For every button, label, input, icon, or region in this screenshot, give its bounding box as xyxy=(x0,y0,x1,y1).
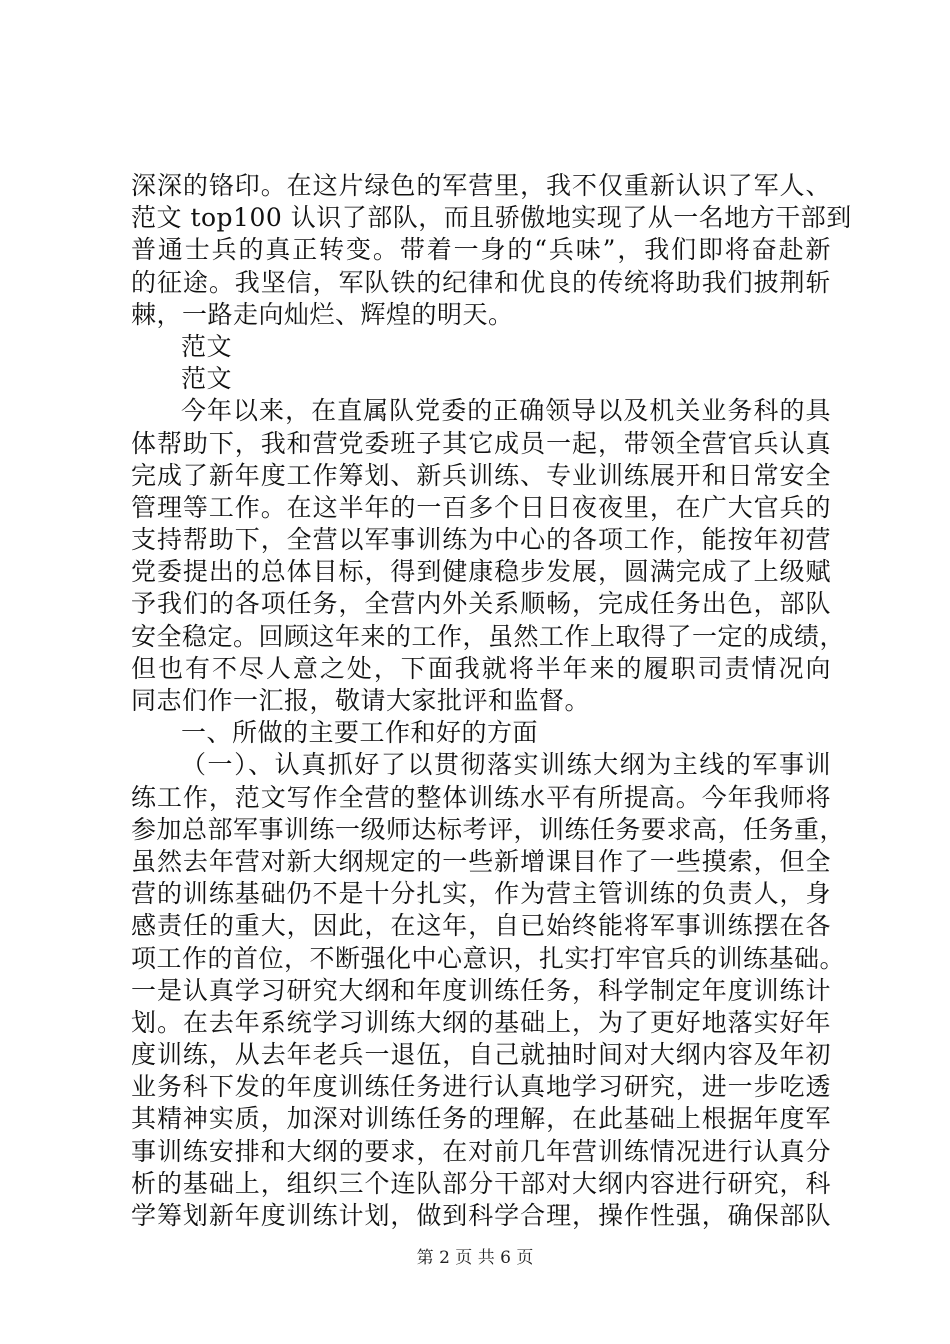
text-line: 范文 xyxy=(181,364,233,394)
text-line: 析的基础上，组织三个连队部分干部对大纲内容进行研究，科 xyxy=(131,1168,831,1198)
text-line: 今年以来，在直属队党委的正确领导以及机关业务科的具 xyxy=(181,396,831,426)
text-line: 管理等工作。在这半年的一百多个日日夜夜里，在广大官兵的 xyxy=(131,492,831,522)
text-line: 一是认真学习研究大纲和年度训练任务，科学制定年度训练计 xyxy=(131,975,831,1005)
text-line: 项工作的首位，不断强化中心意识，扎实打牢官兵的训练基础。 xyxy=(131,943,846,973)
text-line: 安全稳定。回顾这年来的工作，虽然工作上取得了一定的成绩， xyxy=(131,621,846,651)
text-line: 同志们作一汇报，敬请大家批评和监督。 xyxy=(131,686,591,715)
text-line: 予我们的各项任务，全营内外关系顺畅，完成任务出色，部队 xyxy=(131,589,831,619)
text-line: 练工作，范文写作全营的整体训练水平有所提高。今年我师将 xyxy=(131,782,831,812)
text-line: 营的训练基础仍不是十分扎实，作为营主管训练的负责人，身 xyxy=(131,879,831,909)
text-line: 支持帮助下，全营以军事训练为中心的各项工作，能按年初营 xyxy=(131,525,831,555)
text-line: 完成了新年度工作筹划、新兵训练、专业训练展开和日常安全 xyxy=(131,460,831,490)
text-line: 棘，一路走向灿烂、辉煌的明天。 xyxy=(131,299,514,329)
text-line: 其精神实质，加深对训练任务的理解，在此基础上根据年度军 xyxy=(131,1104,831,1134)
text-line: 普通士兵的真正转变。带着一身的“兵味”，我们即将奋赴新 xyxy=(131,235,831,265)
text-line: （一）、认真抓好了以贯彻落实训练大纲为主线的军事训 xyxy=(181,750,831,780)
text-line: 划。在去年系统学习训练大纲的基础上，为了更好地落实好年 xyxy=(131,1007,831,1037)
text-line: 范文 top100 认识了部队，而且骄傲地实现了从一名地方干部到 xyxy=(131,203,852,233)
text-line: 业务科下发的年度训练任务进行认真地学习研究，进一步吃透 xyxy=(131,1072,831,1102)
text-line: 的征途。我坚信，军队铁的纪律和优良的传统将助我们披荆斩 xyxy=(131,267,831,297)
text-line: 虽然去年营对新大纲规定的一些新增课目作了一些摸索，但全 xyxy=(131,846,831,876)
text-line: 党委提出的总体目标，得到健康稳步发展，圆满完成了上级赋 xyxy=(131,557,831,587)
text-line: 度训练，从去年老兵一退伍，自己就抽时间对大纲内容及年初 xyxy=(131,1040,831,1070)
page-number-footer: 第 2 页 共 6 页 xyxy=(416,1248,534,1268)
text-line: 事训练安排和大纲的要求，在对前几年营训练情况进行认真分 xyxy=(131,1136,831,1166)
text-line: 感责任的重大，因此，在这年，自已始终能将军事训练摆在各 xyxy=(131,911,831,941)
document-body xyxy=(131,170,852,1232)
text-line: 范文 xyxy=(181,331,233,361)
text-line: 但也有不尽人意之处，下面我就将半年来的履职司责情况向 xyxy=(131,653,831,683)
text-line: 深深的铬印。在这片绿色的军营里，我不仅重新认识了军人、 xyxy=(131,171,831,200)
text-line: 一、所做的主要工作和好的方面 xyxy=(181,718,539,748)
text-line: 学筹划新年度训练计划，做到科学合理，操作性强，确保部队 xyxy=(131,1201,831,1230)
text-line: 参加总部军事训练一级师达标考评，训练任务要求高，任务重， xyxy=(131,814,846,844)
text-line: 体帮助下，我和营党委班子其它成员一起，带领全营官兵认真 xyxy=(131,428,831,458)
